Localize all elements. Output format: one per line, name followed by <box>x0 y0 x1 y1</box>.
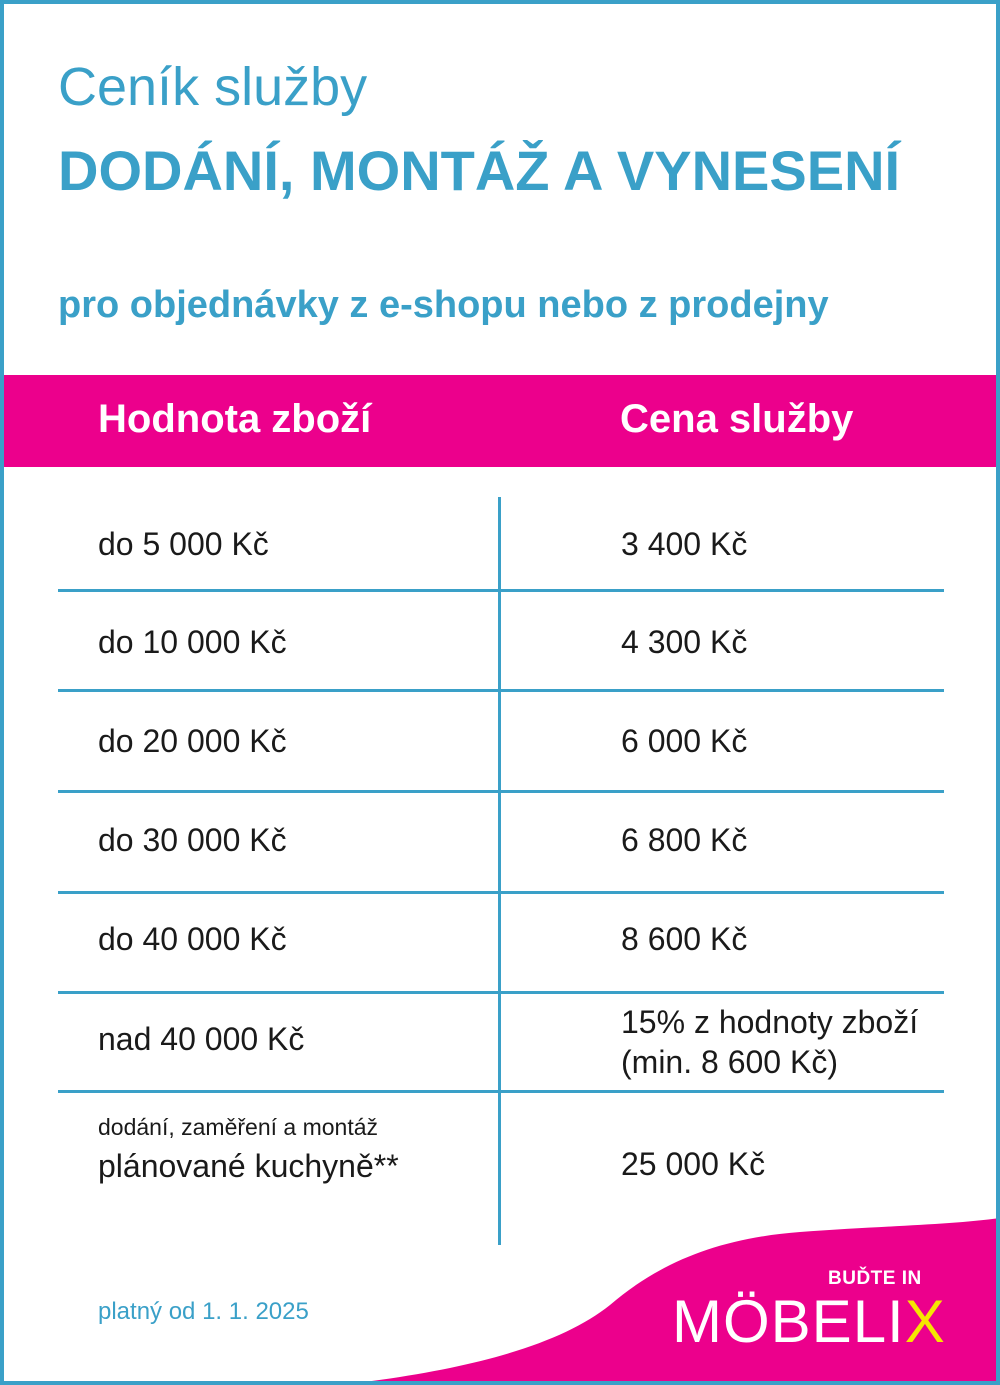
page-lead: pro objednávky z e-shopu nebo z prodejny <box>58 284 829 326</box>
service-price-cell: 25 000 Kč <box>621 1146 766 1182</box>
column-header-goods-value: Hodnota zboží <box>98 397 372 441</box>
validity-date: platný od 1. 1. 2025 <box>98 1298 309 1325</box>
service-price-cell: 8 600 Kč <box>621 921 748 957</box>
service-price-cell-line2: (min. 8 600 Kč) <box>621 1044 838 1080</box>
brand-logo <box>672 1288 946 1355</box>
service-price-cell-line1: 15% z hodnoty zboží <box>621 1004 919 1040</box>
brand-logo-accent: X <box>904 1288 946 1355</box>
service-price-cell: 6 000 Kč <box>621 723 748 759</box>
column-header-service-price: Cena služby <box>620 397 854 441</box>
goods-value-cell: nad 40 000 Kč <box>98 1021 305 1057</box>
brand-tagline: BUĎTE IN <box>828 1268 922 1289</box>
goods-value-cell: do 30 000 Kč <box>98 822 287 858</box>
goods-value-note: dodání, zaměření a montáž <box>98 1114 378 1140</box>
goods-value-cell: do 20 000 Kč <box>98 723 287 759</box>
service-price-cell: 6 800 Kč <box>621 822 748 858</box>
goods-value-cell: plánované kuchyně** <box>98 1148 399 1184</box>
page-subtitle: Ceník služby <box>58 57 368 117</box>
goods-value-cell: do 10 000 Kč <box>98 624 287 660</box>
service-price-cell: 4 300 Kč <box>621 624 748 660</box>
goods-value-cell: do 40 000 Kč <box>98 921 287 957</box>
goods-value-cell: do 5 000 Kč <box>98 526 269 562</box>
brand-logo-main: MÖBELI <box>672 1288 905 1355</box>
service-price-cell: 3 400 Kč <box>621 526 748 562</box>
page-title: DODÁNÍ, MONTÁŽ A VYNESENÍ <box>58 139 901 202</box>
